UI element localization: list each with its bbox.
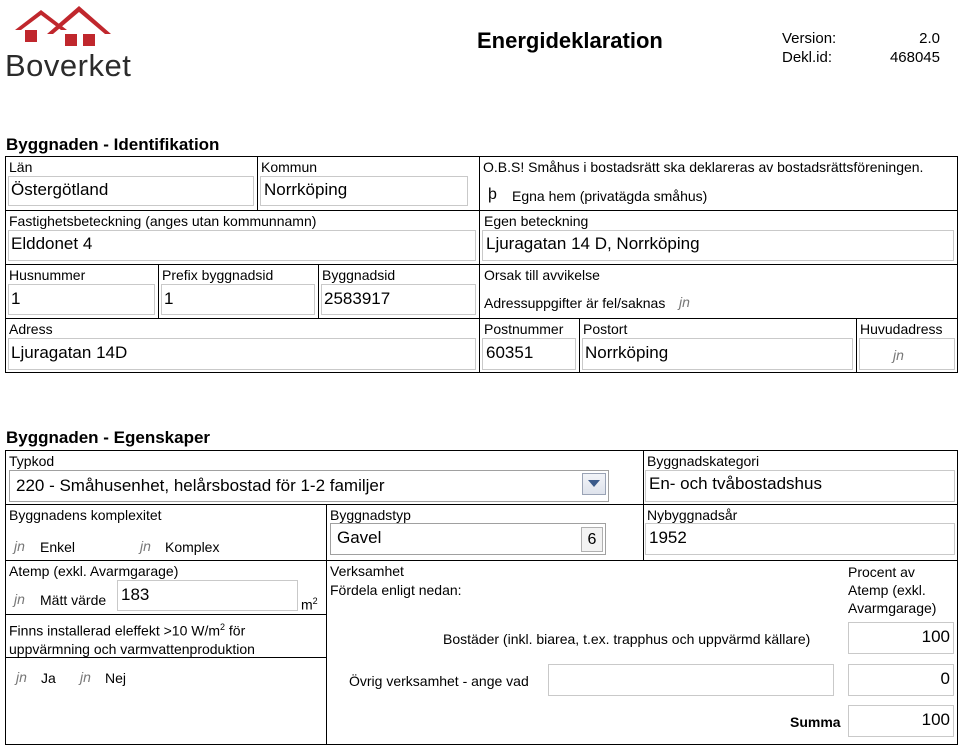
- fordela-label: Fördela enligt nedan:: [330, 582, 462, 598]
- page-title: Energideklaration: [477, 28, 663, 53]
- egna-hem-label: Egna hem (privatägda småhus): [512, 188, 708, 204]
- logo-text: Boverket: [5, 48, 132, 83]
- lan-label: Län: [9, 159, 33, 175]
- kommun-value: Norrköping: [264, 180, 348, 199]
- typkod-value: 220 - Småhusenhet, helårsbostad för 1-2 familjer: [16, 476, 385, 495]
- huvudadress-label: Huvudadress: [860, 321, 943, 337]
- bostader-label: Bostäder (inkl. biarea, t.ex. trapphus och uppvärmd källare): [443, 631, 811, 647]
- byggnadstyp-label: Byggnadstyp: [330, 507, 411, 523]
- adress-value: Ljuragatan 14D: [11, 343, 128, 362]
- dekl-label: Dekl.id:: [782, 49, 833, 66]
- atemp-value: 183: [121, 585, 150, 604]
- eleffekt-question: Finns installerad eleffekt >10 $W/m^2$ för uppvärmning och varmvattenproduktion: [9, 622, 255, 657]
- section-title-egenskaper: Byggnaden - Egenskaper: [6, 428, 211, 447]
- byggnadstyp-value: Gavel: [337, 528, 382, 547]
- kommun-label: Kommun: [261, 159, 318, 175]
- atemp-label: Atemp (exkl. Avarmgarage): [9, 563, 179, 579]
- egen-beteckning-value: Ljuragatan 14 D, Norrköping: [486, 234, 700, 253]
- prefix-value: 1: [164, 289, 174, 308]
- procent-label: Procent av Atemp (exkl. Avarmgarage): [848, 564, 937, 616]
- byggnadsid-label: Byggnadsid: [322, 267, 396, 283]
- obs-note: O.B.S! Småhus i bostadsrätt ska deklareras av bostadsrättsföreningen.: [483, 159, 924, 175]
- summa-value: 100: [921, 710, 950, 729]
- komplex-radio[interactable]: jn: [140, 538, 151, 554]
- nybyggnadsar-label: Nybyggnadsår: [647, 507, 738, 523]
- bostader-value: 100: [921, 627, 950, 646]
- postort-value: Norrköping: [585, 343, 669, 362]
- husnummer-value: 1: [11, 289, 21, 308]
- egna-hem-checkbox[interactable]: þ: [488, 186, 497, 203]
- version-label: Version:: [782, 30, 837, 47]
- version-value: 2.0: [919, 30, 940, 47]
- postnummer-value: 60351: [486, 343, 534, 362]
- atemp-unit: $m^2$: [301, 596, 318, 613]
- kategori-value: En- och tvåbostadshus: [649, 474, 822, 493]
- section-title-identifikation: Byggnaden - Identifikation: [6, 135, 220, 154]
- kategori-label: Byggnadskategori: [647, 453, 760, 469]
- nybyggnadsar-value: 1952: [649, 528, 687, 547]
- matt-varde-label: Mätt värde: [40, 592, 107, 608]
- husnummer-label: Husnummer: [9, 267, 86, 283]
- enkel-label: Enkel: [40, 539, 76, 555]
- prefix-label: Prefix byggnadsid: [162, 267, 274, 283]
- ja-label: Ja: [41, 670, 56, 686]
- matt-varde-radio[interactable]: jn: [14, 591, 25, 607]
- nybyggnadsar-field[interactable]: [645, 523, 955, 555]
- summa-label: Summa: [790, 714, 841, 730]
- huvudadress-field: [859, 338, 955, 370]
- orsak-label: Orsak till avvikelse: [484, 267, 600, 283]
- typkod-label: Typkod: [9, 453, 55, 469]
- nej-label: Nej: [105, 670, 127, 686]
- nej-radio[interactable]: jn: [80, 669, 91, 685]
- orsak-checkbox[interactable]: jn: [679, 294, 690, 310]
- postnummer-label: Postnummer: [484, 321, 564, 337]
- postort-label: Postort: [583, 321, 628, 337]
- byggnadsid-value: 2583917: [324, 289, 391, 308]
- chevron-down-icon[interactable]: [582, 473, 606, 495]
- byggnadstyp-btn-glyph: 6: [587, 531, 597, 548]
- husnummer-field[interactable]: [8, 284, 155, 315]
- typkod-select[interactable]: [9, 470, 609, 502]
- fastighet-value: Elddonet 4: [11, 234, 93, 253]
- komplexitet-label: Byggnadens komplexitet: [9, 507, 162, 523]
- boverket-logo: [5, 4, 155, 84]
- ja-radio[interactable]: jn: [16, 669, 27, 685]
- egen-beteckning-label: Egen beteckning: [484, 213, 589, 229]
- ovrig-value: 0: [940, 669, 950, 688]
- enkel-radio[interactable]: jn: [14, 538, 25, 554]
- byggnadstyp-dropdown-button[interactable]: [581, 527, 603, 552]
- fastighet-label: Fastighetsbeteckning (anges utan kommunnamn): [9, 213, 317, 229]
- komplex-label: Komplex: [165, 539, 220, 555]
- adress-label: Adress: [9, 321, 53, 337]
- orsak-option-label: Adressuppgifter är fel/saknas: [484, 295, 666, 311]
- huvudadress-checkbox[interactable]: jn: [893, 347, 904, 363]
- ovrig-text-field[interactable]: [548, 664, 834, 696]
- lan-value: Östergötland: [11, 180, 109, 199]
- dekl-value: 468045: [889, 49, 940, 66]
- house-roof-icon: [5, 4, 155, 54]
- prefix-field[interactable]: [161, 284, 315, 315]
- verksamhet-label: Verksamhet: [330, 563, 404, 579]
- ovrig-label: Övrig verksamhet - ange vad: [349, 673, 529, 689]
